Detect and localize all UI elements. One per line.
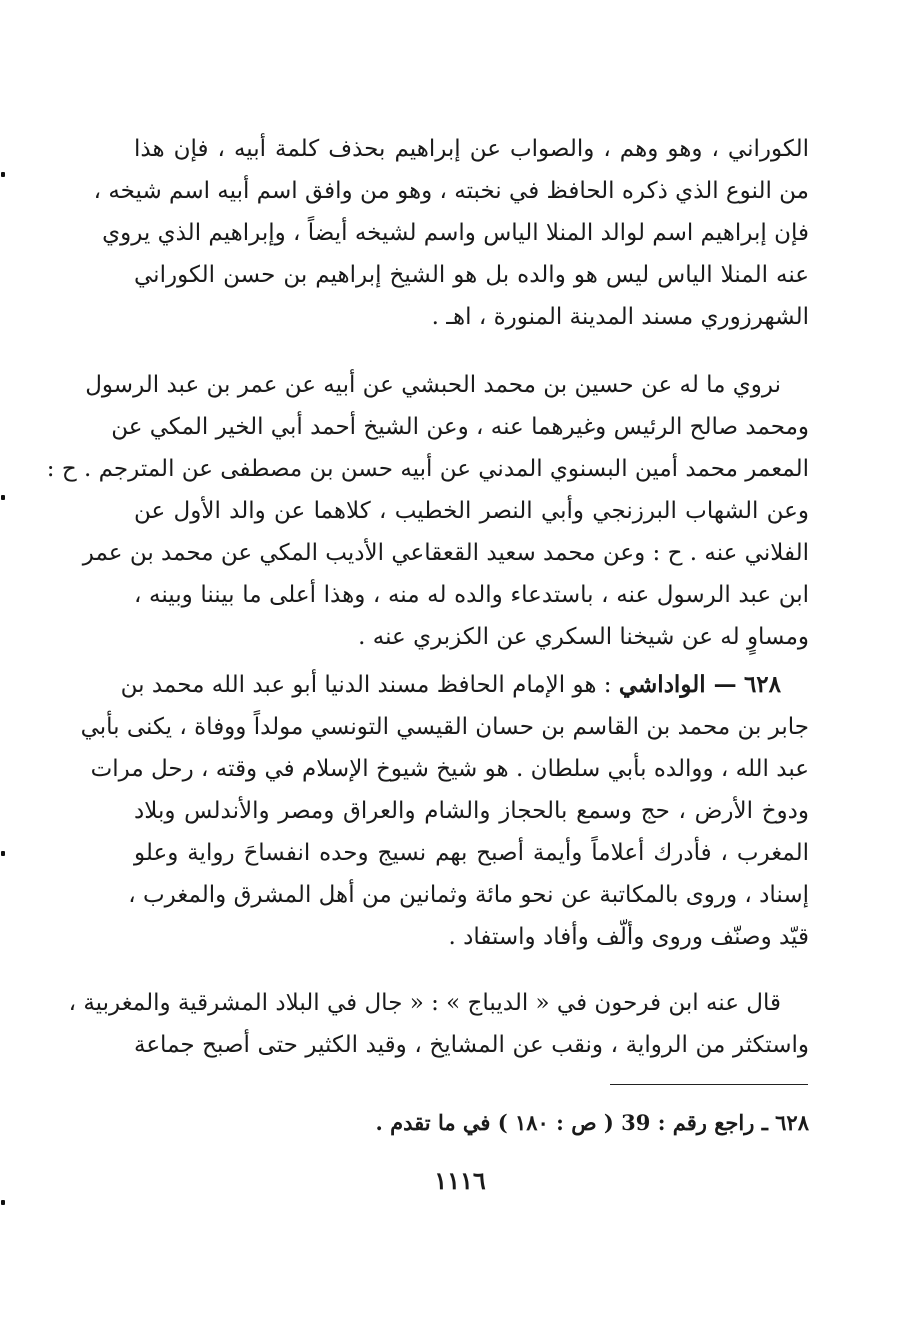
text-line: ومساوٍ له عن شيخنا السكري عن الكزبري عنه . [358,624,809,650]
text-line: الشهرزوري مسند المدينة المنورة ، اهـ . [431,304,809,330]
paragraph-2 [46,364,810,658]
text-line: وعن الشهاب البرزنجي وأبي النصر الخطيب ، كلاهما عن والد الأول عن [134,498,809,524]
scan-speck [1,495,5,500]
text-line: واستكثر من الرواية ، ونقب عن المشايخ ، وقيد الكثير حتى أصبح جماعة [134,1032,809,1058]
paragraph-3-entry-628 [80,664,809,958]
text-line: الفلاني عنه . ح : وعن محمد سعيد القعقاعي الأديب المكي عن محمد بن عمر [82,540,809,566]
text-line: فإن إبراهيم اسم لوالد المنلا الياس واسم لشيخه أيضاً ، وإبراهيم الذي يروي [102,220,809,246]
text-line: إسناد ، وروى بالمكاتبة عن نحو مائة وثمانين من أهل المشرق والمغرب ، [128,882,809,908]
paragraph-4 [68,982,809,1066]
scan-speck [1,1200,5,1205]
entry-number: ٦٢٨ [743,671,781,698]
text-line: ابن عبد الرسول عنه ، باستدعاء والده له منه ، وهذا أعلى ما بيننا وبينه ، [134,582,810,608]
entry-title: الواداشي [618,671,706,698]
text-line: عنه المنلا الياس ليس هو والده بل هو الشيخ إبراهيم بن حسن الكوراني [134,262,809,288]
text-line: عبد الله ، ووالده بأبي سلطان . هو شيخ شيوخ الإسلام في وقته ، رحل مرات [90,756,809,782]
footnote: ٦٢٨ ـ راجع رقم : 39 ( ص : ١٨٠ ) في ما تقدم . [375,1110,809,1135]
entry-first-line-text: : هو الإمام الحافظ مسند الدنيا أبو عبد الله محمد بن [120,672,612,698]
footnote-separator [610,1084,808,1085]
text-line: المعمر محمد أمين البسنوي المدني عن أبيه حسن بن مصطفى عن المترجم . ح : [46,456,809,482]
text-line: ومحمد صالح الرئيس وغيرهما عنه ، وعن الشيخ أحمد أبي الخير المكي عن [111,414,809,440]
entry-dash: — [705,671,737,698]
scan-speck [1,851,5,856]
text-line: قيّد وصنّف وروى وألّف وأفاد واستفاد . [448,924,809,950]
scan-speck [1,172,5,177]
text-line: جابر بن محمد بن القاسم بن حسان القيسي التونسي مولداً ووفاة ، يكنى بأبي [80,714,809,740]
text-line: من النوع الذي ذكره الحافظ في نخبته ، وهو من وافق اسم أبيه اسم شيخه ، [93,178,809,204]
page-number: ١١١٦ [434,1166,486,1195]
text-line: ودوخ الأرض ، حج وسمع بالحجاز والشام والعراق ومصر والأندلس وبلاد [134,798,809,824]
paragraph-1 [93,128,809,338]
entry-heading-line [120,664,809,706]
text-line: الكوراني ، وهو وهم ، والصواب عن إبراهيم بحذف كلمة أبيه ، فإن هذا [134,136,809,162]
text-line: قال عنه ابن فرحون في « الديباج » : « جال في البلاد المشرقية والمغربية ، [68,990,781,1016]
text-line: نروي ما له عن حسين بن محمد الحبشي عن أبيه عن عمر بن عبد الرسول [85,372,781,398]
text-line: المغرب ، فأدرك أعلاماً وأيمة أصبح بهم نسيج وحده انفساحَ رواية وعلو [134,840,809,866]
